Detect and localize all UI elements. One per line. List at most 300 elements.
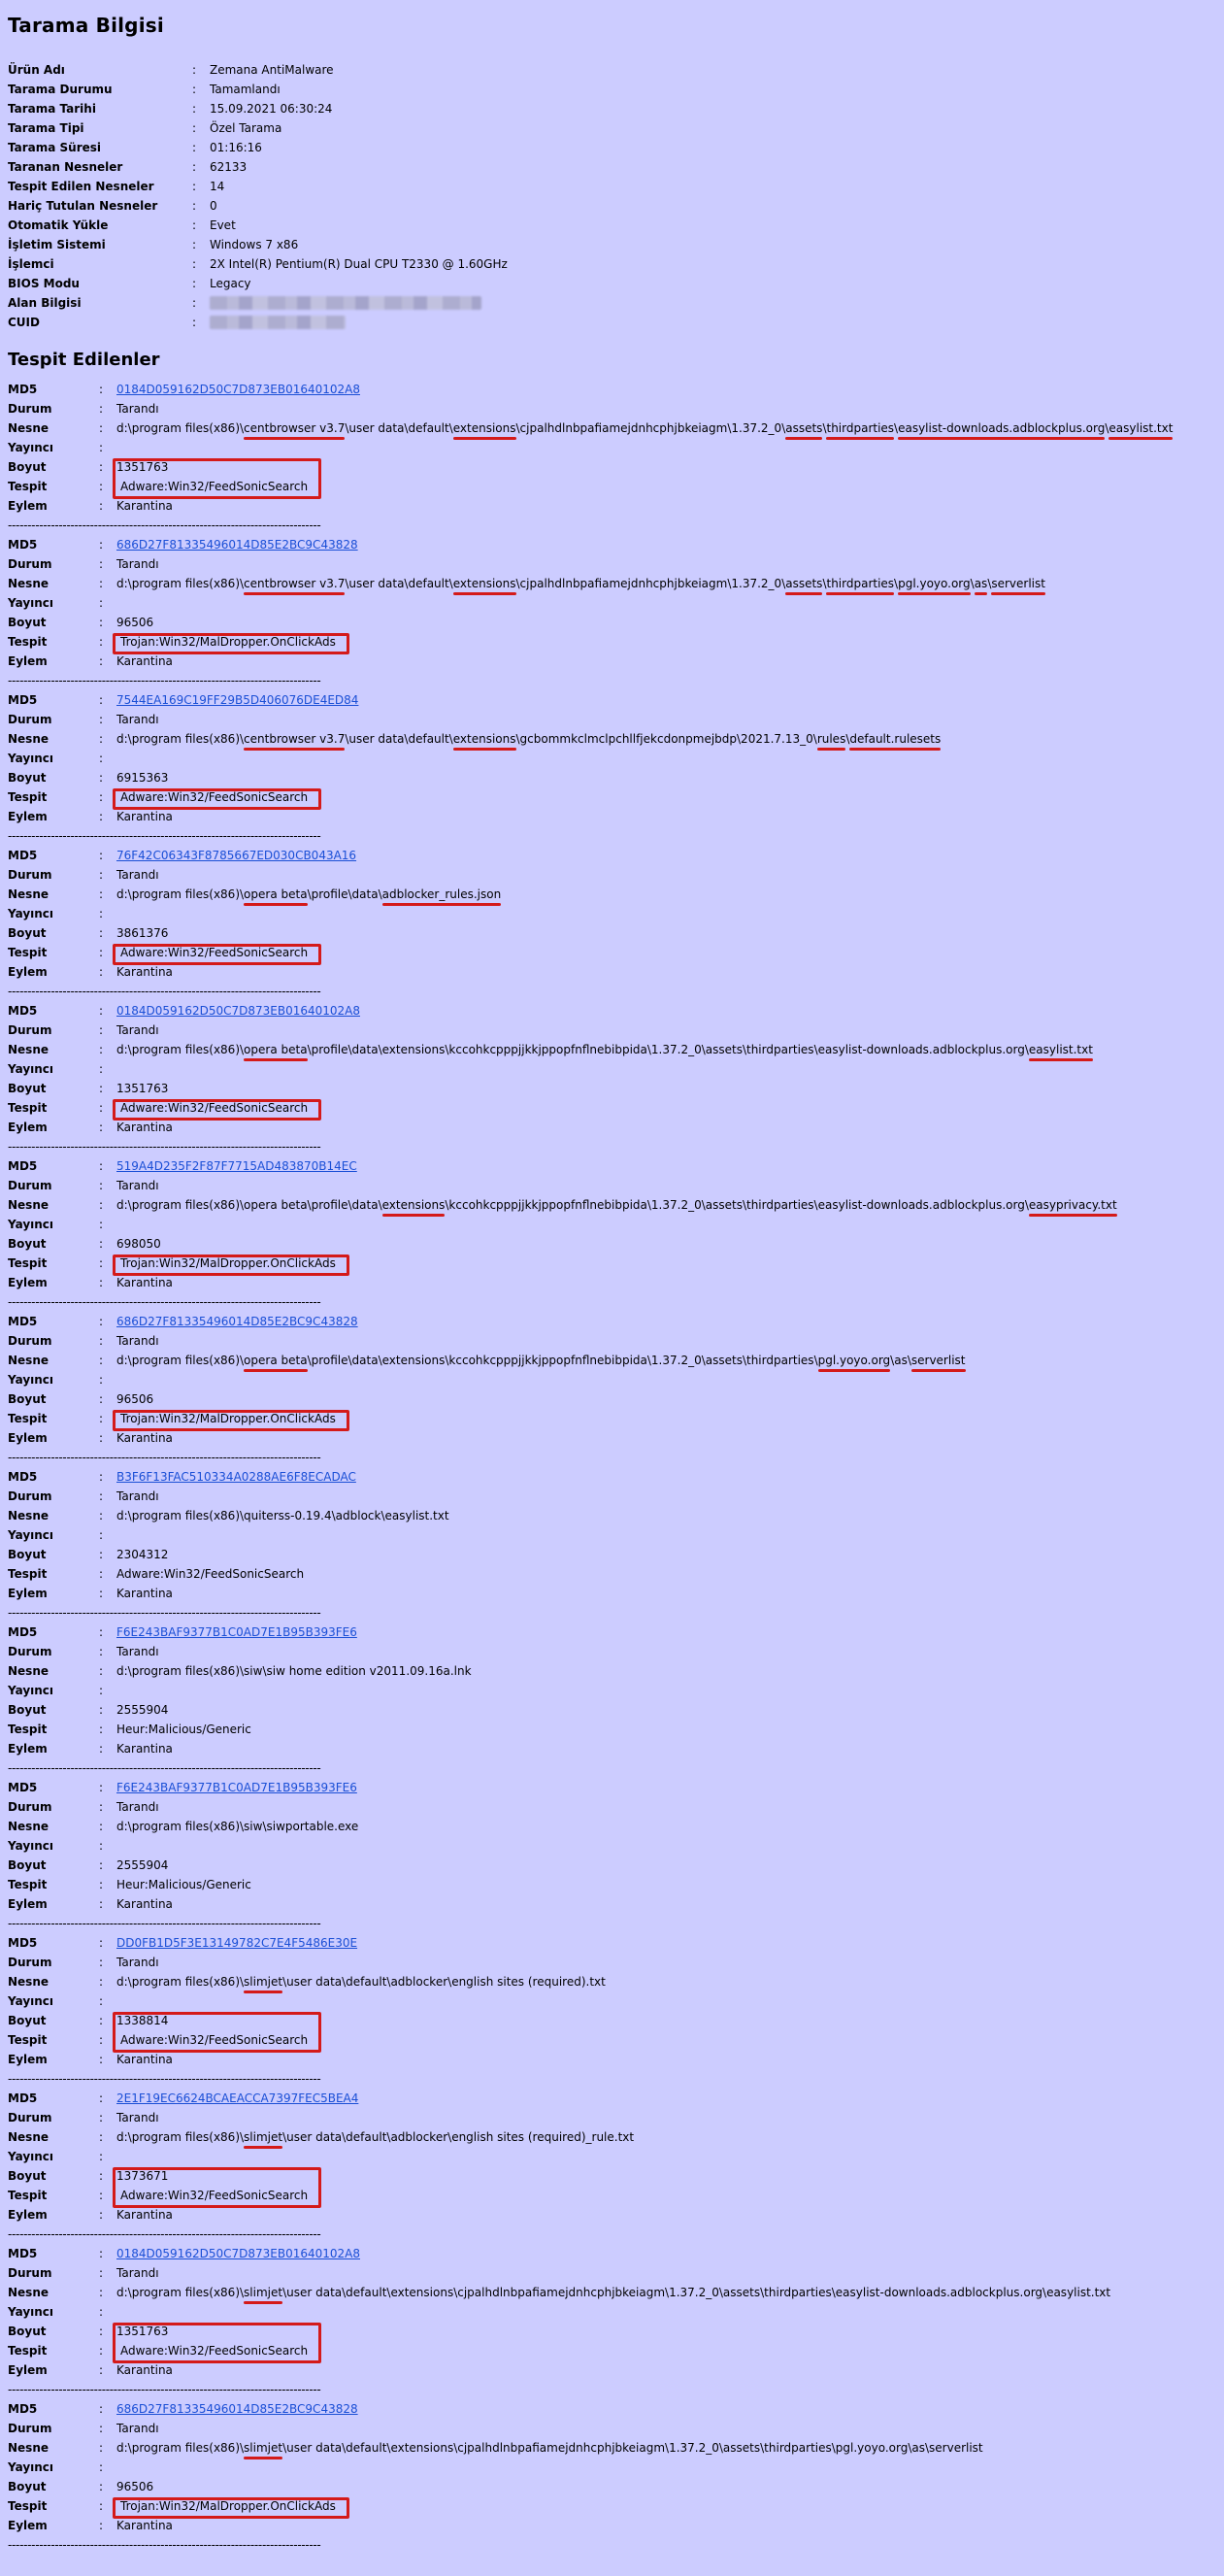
colon: : [99, 1703, 104, 1717]
info-value: 15.09.2021 06:30:24 [210, 102, 333, 116]
field-value-detection: Heur:Malicious/Generic [116, 1723, 251, 1736]
field-value-size: 3861376 [116, 926, 169, 940]
field-label: Eylem [8, 810, 48, 823]
field-value-status: Tarandı [116, 1489, 159, 1503]
detection-row-action [8, 1894, 1224, 1914]
detection-row-size [8, 457, 1224, 477]
field-label: MD5 [8, 693, 38, 707]
info-value: Özel Tarama [210, 121, 282, 135]
detection-row-publisher [8, 1991, 1224, 2011]
field-value-detection: Trojan:Win32/MalDropper.OnClickAds [120, 1412, 336, 1425]
colon: : [192, 102, 197, 116]
separator: -------------------------------------------------------------------------------- [8, 519, 321, 532]
md5-link[interactable]: 76F42C06343F8785667ED030CB043A16 [116, 849, 357, 862]
colon: : [99, 2091, 104, 2105]
field-label: Eylem [8, 1431, 48, 1445]
colon: : [99, 654, 104, 668]
field-label: Yayıncı [8, 2305, 54, 2319]
detection-row-publisher [8, 1215, 1224, 1234]
colon: : [99, 1276, 104, 1289]
detection-row-detection [8, 2186, 1224, 2205]
colon: : [99, 771, 104, 785]
colon: : [99, 2053, 104, 2066]
colon: : [99, 1218, 104, 1231]
detection-row-object [8, 1972, 1224, 1991]
detection-row-object [8, 1195, 1224, 1215]
colon: : [99, 926, 104, 940]
field-label: Tespit [8, 635, 48, 649]
field-value-action: Karantina [116, 1742, 173, 1756]
detection-row-status [8, 554, 1224, 574]
field-label: Boyut [8, 1392, 47, 1406]
field-value-detection: Adware:Win32/FeedSonicSearch [120, 1101, 309, 1115]
field-label: Tespit [8, 2033, 48, 2047]
field-label: Durum [8, 1489, 52, 1503]
colon: : [192, 296, 197, 310]
colon: : [99, 421, 104, 435]
colon: : [99, 1101, 104, 1115]
detection-row-size [8, 1389, 1224, 1409]
detection-row-action [8, 2360, 1224, 2380]
colon: : [99, 1645, 104, 1658]
detection-row-size [8, 613, 1224, 632]
field-label: Nesne [8, 421, 50, 435]
colon: : [99, 2363, 104, 2377]
field-value-status: Tarandı [116, 2111, 159, 2124]
field-label: Eylem [8, 1587, 48, 1600]
info-row [8, 235, 1224, 254]
separator: -------------------------------------------------------------------------------- [8, 1140, 321, 1154]
detection-entry [8, 535, 1224, 690]
detection-row-status [8, 1642, 1224, 1661]
detection-entry [8, 1623, 1224, 1778]
detection-row-publisher [8, 438, 1224, 457]
field-value-detection: Heur:Malicious/Generic [116, 1878, 251, 1891]
detection-row-action [8, 2205, 1224, 2225]
detection-row-md5 [8, 1312, 1224, 1331]
field-value-action: Karantina [116, 810, 173, 823]
detection-row-size [8, 2166, 1224, 2186]
field-value-object: d:\program files(x86)\siw\siwportable.exe [116, 1820, 359, 1833]
colon: : [99, 1587, 104, 1600]
field-label: Tespit [8, 1567, 48, 1581]
field-value-object: d:\program files(x86)\siw\siw home edition v2011.09.16a.lnk [116, 1664, 472, 1678]
detection-row-status [8, 1020, 1224, 1040]
md5-link[interactable]: 7544EA169C19FF29B5D406076DE4ED84 [116, 693, 359, 707]
redacted-value [210, 316, 346, 329]
detection-row-size [8, 2477, 1224, 2496]
colon: : [99, 616, 104, 629]
info-label: Ürün Adı [8, 63, 65, 77]
info-label: Tarama Tipi [8, 121, 84, 135]
field-label: Tespit [8, 2499, 48, 2513]
field-value-status: Tarandı [116, 1179, 159, 1192]
colon: : [99, 538, 104, 552]
field-value-object: d:\program files(x86)\opera beta\profile\data\extensions\kccohkcpppjjkkjppopfnflnebibpida\1.37.2_0\assets\thirdparties\pgl.yoyo.org\as\serverlist [116, 1354, 966, 1367]
field-value-detection: Adware:Win32/FeedSonicSearch [120, 2189, 309, 2202]
field-label: Tespit [8, 1412, 48, 1425]
detection-row-detection [8, 632, 1224, 652]
field-label: Durum [8, 1956, 52, 1969]
field-value-action: Karantina [116, 499, 173, 513]
field-value-object: d:\program files(x86)\centbrowser v3.7\user data\default\extensions\cjpalhdlnbpafiamejdnhcphjbkeiagm\1.37.2_0\assets\thirdparties\easylist-downloads.adblockplus.org\easylist.txt [116, 421, 1174, 435]
field-label: Tespit [8, 790, 48, 804]
colon: : [99, 1179, 104, 1192]
field-value-action: Karantina [116, 1431, 173, 1445]
field-value-detection: Adware:Win32/FeedSonicSearch [116, 1567, 305, 1581]
colon: : [99, 2247, 104, 2260]
field-label: Nesne [8, 1820, 50, 1833]
field-value-action: Karantina [116, 1276, 173, 1289]
colon: : [99, 2014, 104, 2027]
colon: : [99, 1742, 104, 1756]
field-label: Eylem [8, 965, 48, 979]
detection-row-status [8, 2419, 1224, 2438]
md5-link[interactable]: F6E243BAF9377B1C0AD7E1B95B393FE6 [116, 1781, 357, 1794]
field-label: MD5 [8, 1004, 38, 1018]
info-value: Legacy [210, 277, 251, 290]
field-value-object: d:\program files(x86)\slimjet\user data\default\extensions\cjpalhdlnbpafiamejdnhcphjbkeiagm\1.37.2_0\assets\thirdparties\easylist-downloads.adblockplus.org\easylist.txt [116, 2286, 1111, 2299]
field-label: Yayıncı [8, 2150, 54, 2163]
colon: : [99, 577, 104, 590]
detection-row-action [8, 1739, 1224, 1758]
colon: : [99, 2422, 104, 2435]
md5-link[interactable]: 686D27F81335496014D85E2BC9C43828 [116, 1315, 358, 1328]
colon: : [99, 1684, 104, 1697]
field-value-detection: Trojan:Win32/MalDropper.OnClickAds [120, 2499, 336, 2513]
field-value-object: d:\program files(x86)\centbrowser v3.7\user data\default\extensions\cjpalhdlnbpafiamejdnhcphjbkeiagm\1.37.2_0\assets\thirdparties\pgl.yoyo.org\as\serverlist [116, 577, 1045, 590]
colon: : [99, 441, 104, 454]
colon: : [99, 1509, 104, 1522]
colon: : [99, 810, 104, 823]
field-label: Boyut [8, 1082, 47, 1095]
info-value: 14 [210, 180, 225, 193]
field-value-action: Karantina [116, 1587, 173, 1600]
detection-row-size [8, 923, 1224, 943]
detection-row-size [8, 2011, 1224, 2030]
field-label: Boyut [8, 2014, 47, 2027]
field-label: Durum [8, 868, 52, 882]
separator: -------------------------------------------------------------------------------- [8, 829, 321, 843]
colon: : [99, 1023, 104, 1037]
detection-row-status [8, 1331, 1224, 1351]
field-label: Durum [8, 2111, 52, 2124]
detection-row-action [8, 2050, 1224, 2069]
field-label: Durum [8, 1179, 52, 1192]
field-value-status: Tarandı [116, 713, 159, 726]
md5-link[interactable]: F6E243BAF9377B1C0AD7E1B95B393FE6 [116, 1625, 357, 1639]
colon: : [99, 1431, 104, 1445]
detection-row-action [8, 1273, 1224, 1292]
field-label: Boyut [8, 1548, 47, 1561]
detection-row-object [8, 1661, 1224, 1681]
colon: : [99, 460, 104, 474]
colon: : [99, 1839, 104, 1853]
md5-link[interactable]: 0184D059162D50C7D873EB01640102A8 [116, 383, 360, 396]
field-value-action: Karantina [116, 2363, 173, 2377]
info-value: Windows 7 x86 [210, 238, 299, 251]
field-value-size: 1351763 [116, 1082, 169, 1095]
colon: : [99, 2305, 104, 2319]
md5-link[interactable]: 2E1F19EC6624BCAEACCA7397FEC5BEA4 [116, 2091, 359, 2105]
detection-row-md5 [8, 690, 1224, 710]
field-value-object: d:\program files(x86)\opera beta\profile\data\extensions\kccohkcpppjjkkjppopfnflnebibpida\1.37.2_0\assets\thirdparties\easylist-downloads.adblockplus.org\easyprivacy.txt [116, 1198, 1117, 1212]
detection-entry [8, 1933, 1224, 2089]
field-label: Boyut [8, 771, 47, 785]
detection-row-size [8, 2322, 1224, 2341]
colon: : [99, 713, 104, 726]
detection-row-object [8, 1817, 1224, 1836]
detection-row-object [8, 2127, 1224, 2147]
detection-row-action [8, 1428, 1224, 1448]
field-label: Tespit [8, 1878, 48, 1891]
detection-row-md5 [8, 1623, 1224, 1642]
field-label: Nesne [8, 2130, 50, 2144]
field-label: Yayıncı [8, 907, 54, 920]
detection-row-action [8, 962, 1224, 982]
field-label: Durum [8, 1800, 52, 1814]
info-label: Tarama Tarihi [8, 102, 96, 116]
colon: : [99, 693, 104, 707]
field-value-status: Tarandı [116, 2266, 159, 2280]
field-value-size: 2555904 [116, 1703, 169, 1717]
info-row [8, 216, 1224, 235]
field-value-size: 1351763 [116, 2325, 169, 2338]
colon: : [99, 1800, 104, 1814]
detection-row-detection [8, 1564, 1224, 1584]
detection-row-publisher [8, 1681, 1224, 1700]
field-value-object: d:\program files(x86)\slimjet\user data\default\extensions\cjpalhdlnbpafiamejdnhcphjbkeiagm\1.37.2_0\assets\thirdparties\pgl.yoyo.org\as\serverlist [116, 2441, 983, 2455]
field-label: Tespit [8, 480, 48, 493]
colon: : [99, 2266, 104, 2280]
colon: : [99, 1956, 104, 1969]
colon: : [99, 2325, 104, 2338]
field-value-object: d:\program files(x86)\opera beta\profile\data\extensions\kccohkcpppjjkkjppopfnflnebibpida\1.37.2_0\assets\thirdparties\easylist-downloads.adblockplus.org\easylist.txt [116, 1043, 1093, 1056]
detection-row-publisher [8, 749, 1224, 768]
detection-row-action [8, 2516, 1224, 2535]
detection-row-detection [8, 2496, 1224, 2516]
field-value-object: d:\program files(x86)\opera beta\profile\data\adblocker_rules.json [116, 887, 502, 901]
info-value: 0 [210, 199, 217, 213]
detection-entry [8, 380, 1224, 535]
colon: : [192, 180, 197, 193]
field-label: Nesne [8, 1509, 50, 1522]
field-label: Nesne [8, 887, 50, 901]
field-label: Yayıncı [8, 2460, 54, 2474]
detection-row-md5 [8, 535, 1224, 554]
md5-link[interactable]: 686D27F81335496014D85E2BC9C43828 [116, 2402, 358, 2416]
field-label: Nesne [8, 577, 50, 590]
colon: : [99, 1625, 104, 1639]
detection-row-detection [8, 1875, 1224, 1894]
detection-row-object [8, 2438, 1224, 2458]
detection-entry [8, 690, 1224, 846]
colon: : [192, 277, 197, 290]
field-label: Eylem [8, 1742, 48, 1756]
detection-row-size [8, 1545, 1224, 1564]
field-label: Nesne [8, 1975, 50, 1989]
detection-row-size [8, 1234, 1224, 1254]
colon: : [99, 965, 104, 979]
info-label: BIOS Modu [8, 277, 80, 290]
colon: : [192, 316, 197, 329]
field-value-status: Tarandı [116, 1023, 159, 1037]
detection-row-object [8, 885, 1224, 904]
info-value: Tamamlandı [210, 83, 281, 96]
detection-row-md5 [8, 846, 1224, 865]
field-label: MD5 [8, 2402, 38, 2416]
info-value: 01:16:16 [210, 141, 262, 154]
detection-row-detection [8, 1409, 1224, 1428]
detection-row-md5 [8, 380, 1224, 399]
field-value-status: Tarandı [116, 1645, 159, 1658]
field-label: MD5 [8, 1936, 38, 1950]
field-value-detection: Adware:Win32/FeedSonicSearch [120, 480, 309, 493]
separator: -------------------------------------------------------------------------------- [8, 1451, 321, 1464]
md5-link[interactable]: 0184D059162D50C7D873EB01640102A8 [116, 1004, 360, 1018]
field-value-size: 96506 [116, 616, 154, 629]
detection-row-detection [8, 787, 1224, 807]
detection-row-object [8, 1351, 1224, 1370]
detection-row-action [8, 1118, 1224, 1137]
field-label: MD5 [8, 538, 38, 552]
field-value-size: 1351763 [116, 460, 169, 474]
detection-entry [8, 1778, 1224, 1933]
field-value-action: Karantina [116, 2053, 173, 2066]
md5-link[interactable]: B3F6F13FAC510334A0288AE6F8ECADAC [116, 1470, 356, 1484]
colon: : [99, 790, 104, 804]
info-label: Tespit Edilen Nesneler [8, 180, 154, 193]
separator: -------------------------------------------------------------------------------- [8, 1606, 321, 1620]
colon: : [99, 1062, 104, 1076]
field-label: Boyut [8, 1703, 47, 1717]
field-label: Boyut [8, 2169, 47, 2183]
field-label: Yayıncı [8, 1062, 54, 1076]
info-row [8, 157, 1224, 177]
info-label: Hariç Tutulan Nesneler [8, 199, 158, 213]
colon: : [99, 849, 104, 862]
info-row [8, 80, 1224, 99]
field-value-size: 96506 [116, 1392, 154, 1406]
field-value-size: 6915363 [116, 771, 169, 785]
info-label: İşlemci [8, 257, 54, 271]
field-label: Nesne [8, 1664, 50, 1678]
colon: : [99, 1043, 104, 1056]
field-value-size: 698050 [116, 1237, 161, 1251]
detection-entry [8, 1156, 1224, 1312]
info-row [8, 118, 1224, 138]
field-label: Eylem [8, 1276, 48, 1289]
field-label: Durum [8, 2422, 52, 2435]
field-value-detection: Adware:Win32/FeedSonicSearch [120, 2033, 309, 2047]
info-value: Evet [210, 218, 236, 232]
field-label: Boyut [8, 460, 47, 474]
colon: : [99, 480, 104, 493]
colon: : [99, 1858, 104, 1872]
md5-link[interactable]: 519A4D235F2F87F7715AD483870B14EC [116, 1159, 357, 1173]
colon: : [99, 2033, 104, 2047]
field-label: Eylem [8, 654, 48, 668]
info-label: Otomatik Yükle [8, 218, 109, 232]
separator: -------------------------------------------------------------------------------- [8, 2227, 321, 2241]
colon: : [99, 1820, 104, 1833]
colon: : [99, 1878, 104, 1891]
detection-row-status [8, 399, 1224, 418]
info-label: Alan Bilgisi [8, 296, 82, 310]
field-label: Durum [8, 557, 52, 571]
separator: -------------------------------------------------------------------------------- [8, 2383, 321, 2396]
field-value-size: 2304312 [116, 1548, 169, 1561]
detection-row-object [8, 1506, 1224, 1525]
field-label: Yayıncı [8, 1528, 54, 1542]
detection-row-md5 [8, 1778, 1224, 1797]
separator: -------------------------------------------------------------------------------- [8, 1761, 321, 1775]
detections-title: Tespit Edilenler [8, 350, 160, 370]
field-label: Boyut [8, 616, 47, 629]
colon: : [99, 1975, 104, 1989]
detection-row-detection [8, 1098, 1224, 1118]
field-value-size: 2555904 [116, 1858, 169, 1872]
colon: : [99, 1470, 104, 1484]
colon: : [99, 752, 104, 765]
colon: : [99, 946, 104, 959]
colon: : [99, 1392, 104, 1406]
md5-link[interactable]: 0184D059162D50C7D873EB01640102A8 [116, 2247, 360, 2260]
md5-link[interactable]: DD0FB1D5F3E13149782C7E4F5486E30E [116, 1936, 358, 1950]
detection-row-md5 [8, 1156, 1224, 1176]
field-value-size: 96506 [116, 2480, 154, 2493]
info-label: CUID [8, 316, 40, 329]
detection-row-status [8, 1487, 1224, 1506]
detection-row-md5 [8, 1933, 1224, 1953]
colon: : [99, 1082, 104, 1095]
field-value-action: Karantina [116, 2208, 173, 2222]
detection-row-status [8, 1176, 1224, 1195]
colon: : [99, 2130, 104, 2144]
field-label: Yayıncı [8, 1684, 54, 1697]
field-label: Eylem [8, 2519, 48, 2532]
colon: : [99, 1256, 104, 1270]
field-label: Durum [8, 1023, 52, 1037]
separator: -------------------------------------------------------------------------------- [8, 2538, 321, 2552]
colon: : [99, 1198, 104, 1212]
detection-row-detection [8, 2341, 1224, 2360]
md5-link[interactable]: 686D27F81335496014D85E2BC9C43828 [116, 538, 358, 552]
field-value-object: d:\program files(x86)\slimjet\user data\default\adblocker\english sites (required).txt [116, 1975, 606, 1989]
colon: : [99, 1528, 104, 1542]
field-label: Tespit [8, 2189, 48, 2202]
colon: : [99, 1121, 104, 1134]
info-label: Tarama Süresi [8, 141, 102, 154]
separator: -------------------------------------------------------------------------------- [8, 985, 321, 998]
detection-row-object [8, 1040, 1224, 1059]
colon: : [99, 2189, 104, 2202]
detection-row-size [8, 768, 1224, 787]
colon: : [99, 1159, 104, 1173]
field-value-status: Tarandı [116, 402, 159, 416]
field-label: MD5 [8, 1315, 38, 1328]
detection-row-publisher [8, 1370, 1224, 1389]
colon: : [99, 2519, 104, 2532]
field-label: Durum [8, 1334, 52, 1348]
info-row [8, 138, 1224, 157]
detection-row-action [8, 1584, 1224, 1603]
field-label: Tespit [8, 1101, 48, 1115]
field-label: Nesne [8, 1043, 50, 1056]
colon: : [99, 1897, 104, 1911]
colon: : [99, 1936, 104, 1950]
info-row [8, 60, 1224, 80]
